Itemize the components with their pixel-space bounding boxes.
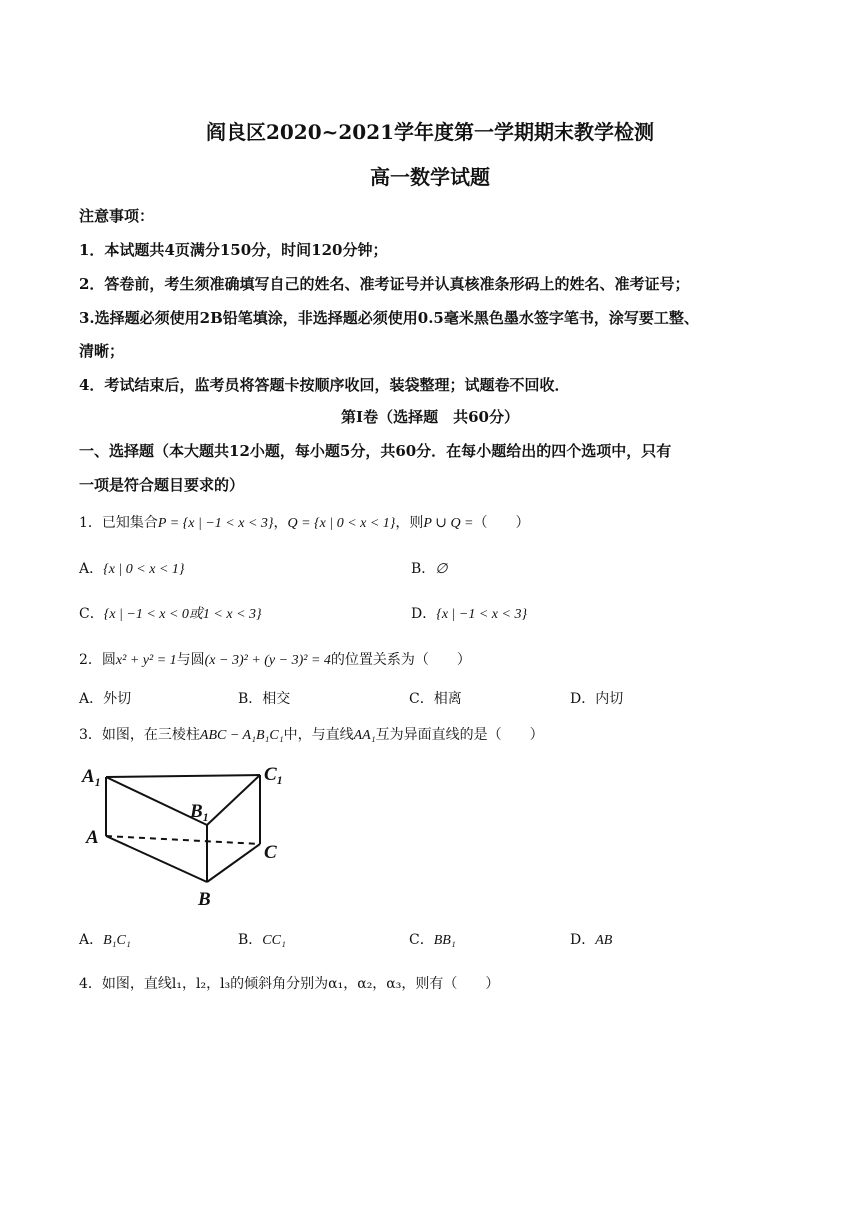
section-title: 第Ⅰ卷（选择题 共60分） bbox=[341, 408, 519, 426]
edge-ab bbox=[106, 836, 207, 882]
label-a: A bbox=[86, 827, 99, 848]
q2-option-b: B．相交 bbox=[238, 691, 291, 707]
notice-item-2: 2．答卷前，考生须准确填写自己的姓名、准考证号并认真核准条形码上的姓名、准考证号； bbox=[79, 275, 690, 293]
question-2: 2．圆x² + y² = 1与圆(x − 3)² + (y − 3)² = 4的位置关系为（ ） bbox=[79, 652, 471, 668]
section-instruction-1: 一、选择题（本大题共12小题，每小题5分，共60分．在每小题给出的四个选项中，只有 bbox=[79, 442, 672, 460]
edge-bc bbox=[207, 844, 260, 882]
notice-item-4: 4．考试结束后，监考员将答题卡按顺序收回，装袋整理；试题卷不回收． bbox=[79, 376, 570, 394]
q3-option-d: D．AB bbox=[570, 932, 613, 948]
edge-ac-hidden bbox=[106, 836, 260, 844]
q1-option-b: B．∅ bbox=[411, 561, 448, 577]
label-b1: B₁ bbox=[190, 801, 210, 822]
q2-option-c: C．相离 bbox=[409, 691, 462, 707]
edge-b1c1 bbox=[207, 775, 260, 825]
notice-item-1: 1．本试题共4页满分150分，时间120分钟； bbox=[79, 241, 388, 259]
q1-option-d: D．{x | −1 < x < 3} bbox=[411, 606, 528, 622]
label-a1: A₁ bbox=[82, 766, 102, 787]
section-instruction-2: 一项是符合题目要求的） bbox=[79, 476, 245, 494]
question-1: 1．已知集合P = {x | −1 < x < 3}，Q = {x | 0 < x < 1}，则P ∪ Q =（ ） bbox=[79, 515, 530, 531]
exam-subtitle: 高一数学试题 bbox=[370, 165, 490, 189]
q3-option-b: B．CC₁ bbox=[238, 932, 286, 948]
edge-a1c1 bbox=[106, 775, 260, 777]
label-c: C bbox=[264, 842, 277, 863]
notice-item-3-cont: 清晰； bbox=[79, 342, 125, 360]
label-c1: C₁ bbox=[264, 764, 284, 785]
question-3: 3．如图，在三棱柱ABC − A₁B₁C₁中，与直线AA₁互为异面直线的是（ ） bbox=[79, 727, 544, 743]
q2-option-a: A．外切 bbox=[79, 691, 132, 707]
q1-option-a: A．{x | 0 < x < 1} bbox=[79, 561, 185, 577]
q1-option-c: C．{x | −1 < x < 0或1 < x < 3} bbox=[79, 606, 262, 622]
notice-heading: 注意事项： bbox=[79, 207, 155, 225]
q3-option-c: C．BB₁ bbox=[409, 932, 456, 948]
q2-option-d: D．内切 bbox=[570, 691, 624, 707]
prism-figure bbox=[80, 762, 305, 912]
exam-title: 阎良区2020~2021学年度第一学期期末教学检测 bbox=[205, 120, 655, 144]
question-4: 4．如图，直线l₁，l₂，l₃的倾斜角分别为α₁，α₂，α₃，则有（ ） bbox=[79, 976, 500, 992]
notice-item-3: 3.选择题必须使用2B铅笔填涂，非选择题必须使用0.5毫米黑色墨水签字笔书，涂写要工整、 bbox=[79, 309, 699, 327]
q3-option-a: A．B₁C₁ bbox=[79, 932, 131, 948]
label-b: B bbox=[198, 889, 211, 910]
